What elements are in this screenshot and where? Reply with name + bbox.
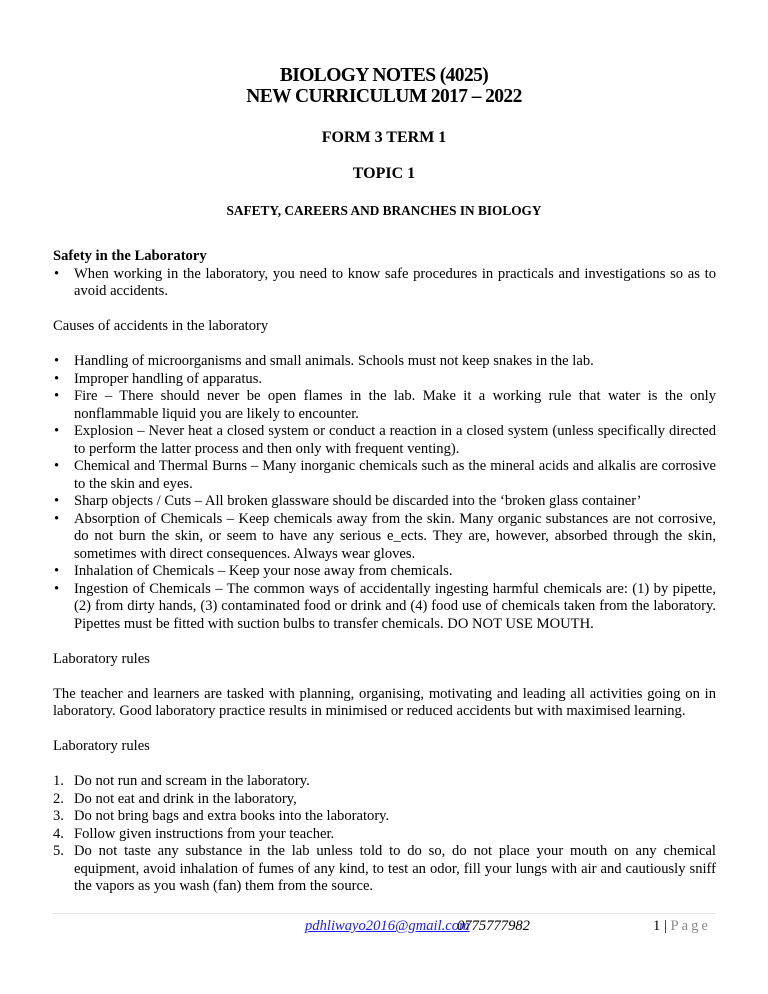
list-item-text: Inhalation of Chemicals – Keep your nose away from chemicals. [74,563,453,579]
document-title [0,65,768,107]
list-item-text: Do not taste any substance in the lab unless told to do so, do not place your mouth on any chemical equipment, avoid inhalation of fumes of any kind, to test an odor, fill your lungs with air and cautiously sniff the vapors as you wash (fan) them from the source. [74,843,716,894]
rules-intro-paragraph: The teacher and learners are tasked with planning, organising, motivating and leading all activities going on in laboratory. Good laboratory practice results in minimised or reduced accidents but with maximised learning. [53,685,716,719]
rules-list [53,773,716,896]
list-item-text: Chemical and Thermal Burns – Many inorganic chemicals such as the mineral acids and alkalis are corrosive to the skin and eyes. [74,458,716,492]
document-body [53,248,716,896]
page-separator: | [663,918,667,934]
list-number: 1. [53,773,64,789]
list-item-text: Improper handling of apparatus. [74,370,263,387]
list-item [53,563,716,581]
topic-title: SAFETY, CAREERS AND BRANCHES IN BIOLOGY [226,203,542,218]
bullet-icon: • [54,370,60,387]
list-item [53,371,716,389]
list-number: 3. [53,808,64,824]
list-item-text: Fire – There should never be open flames in the lab. Make it a working rule that water is the only nonflammable liquid you are likely to encounter. [74,388,716,422]
safety-heading: Safety in the Laboratory [53,248,207,264]
causes-heading: Causes of accidents in the laboratory [53,318,269,334]
list-item-text: Do not eat and drink in the laboratory, [74,790,297,807]
list-item-text: Sharp objects / Cuts – All broken glassware should be discarded into the ‘broken glass container’ [74,493,642,509]
bullet-icon: • [54,458,60,474]
list-item [53,493,716,511]
email-link[interactable]: pdhliwayo2016@gmail.com [305,918,470,934]
bullet-icon: • [54,353,60,369]
list-item [53,581,716,634]
list-item [53,458,716,493]
list-item-text: When working in the laboratory, you need to know safe procedures in practicals and investigations so as to avoid accidents. [74,265,716,299]
list-item [53,791,716,809]
rules-list-heading: Laboratory rules [53,738,150,754]
list-item [53,826,716,844]
title-line-1: BIOLOGY NOTES (4025) [279,65,489,86]
list-item-text: Do not bring bags and extra books into the laboratory. [74,808,390,824]
list-item-text: Explosion – Never heat a closed system or conduct a reaction in a closed system (unless specifically directed to perform the latter process and then only with frequent venting). [74,423,716,457]
safety-intro-list [53,266,716,301]
topic-heading: TOPIC 1 [352,165,416,182]
bullet-icon: • [54,388,60,404]
list-item [53,388,716,423]
list-item [53,266,716,301]
list-number: 5. [53,843,64,859]
list-item [53,353,716,371]
page-number: 1 [653,918,661,934]
list-item-text: Absorption of Chemicals – Keep chemicals away from the skin. Many organic substances are not corrosive, do not burn the skin, or seem to have any serious e_ects. They are, however, absorbed through the skin, sometimes with direct consequences. Always wear gloves. [74,510,716,562]
list-number: 4. [53,825,64,842]
list-item [53,843,716,896]
page-indicator [653,918,711,936]
bullet-icon: • [54,563,60,579]
form-term-heading: FORM 3 TERM 1 [321,129,447,146]
bullet-icon: • [54,493,60,509]
list-item-text: Handling of microorganisms and small animals. Schools must not keep snakes in the lab. [74,353,594,369]
list-item-text: Follow given instructions from your teacher. [74,825,335,842]
page-label: Page [670,918,711,934]
list-item [53,511,716,564]
phone-number: 0775777982 [457,918,530,934]
title-line-2: NEW CURRICULUM 2017 – 2022 [246,86,522,107]
bullet-icon: • [54,265,60,282]
footer-divider [52,913,716,914]
rules-intro-heading: Laboratory rules [53,650,150,667]
list-item-text: Do not run and scream in the laboratory. [74,773,310,789]
bullet-icon: • [54,510,60,527]
list-number: 2. [53,790,64,807]
list-item-text: Ingestion of Chemicals – The common ways of accidentally ingesting harmful chemicals are: (1) by pipette, (2) from dirty hands, (3) contaminated food or drink and (4) food use of chemicals taken from the laboratory. Pipettes must be fitted with suction bulbs to transfer chemicals. DO NOT USE MOUTH. [74,580,716,632]
list-item [53,808,716,826]
causes-list [53,353,716,633]
bullet-icon: • [54,580,60,597]
list-item [53,423,716,458]
bullet-icon: • [54,423,60,439]
list-item [53,773,716,791]
